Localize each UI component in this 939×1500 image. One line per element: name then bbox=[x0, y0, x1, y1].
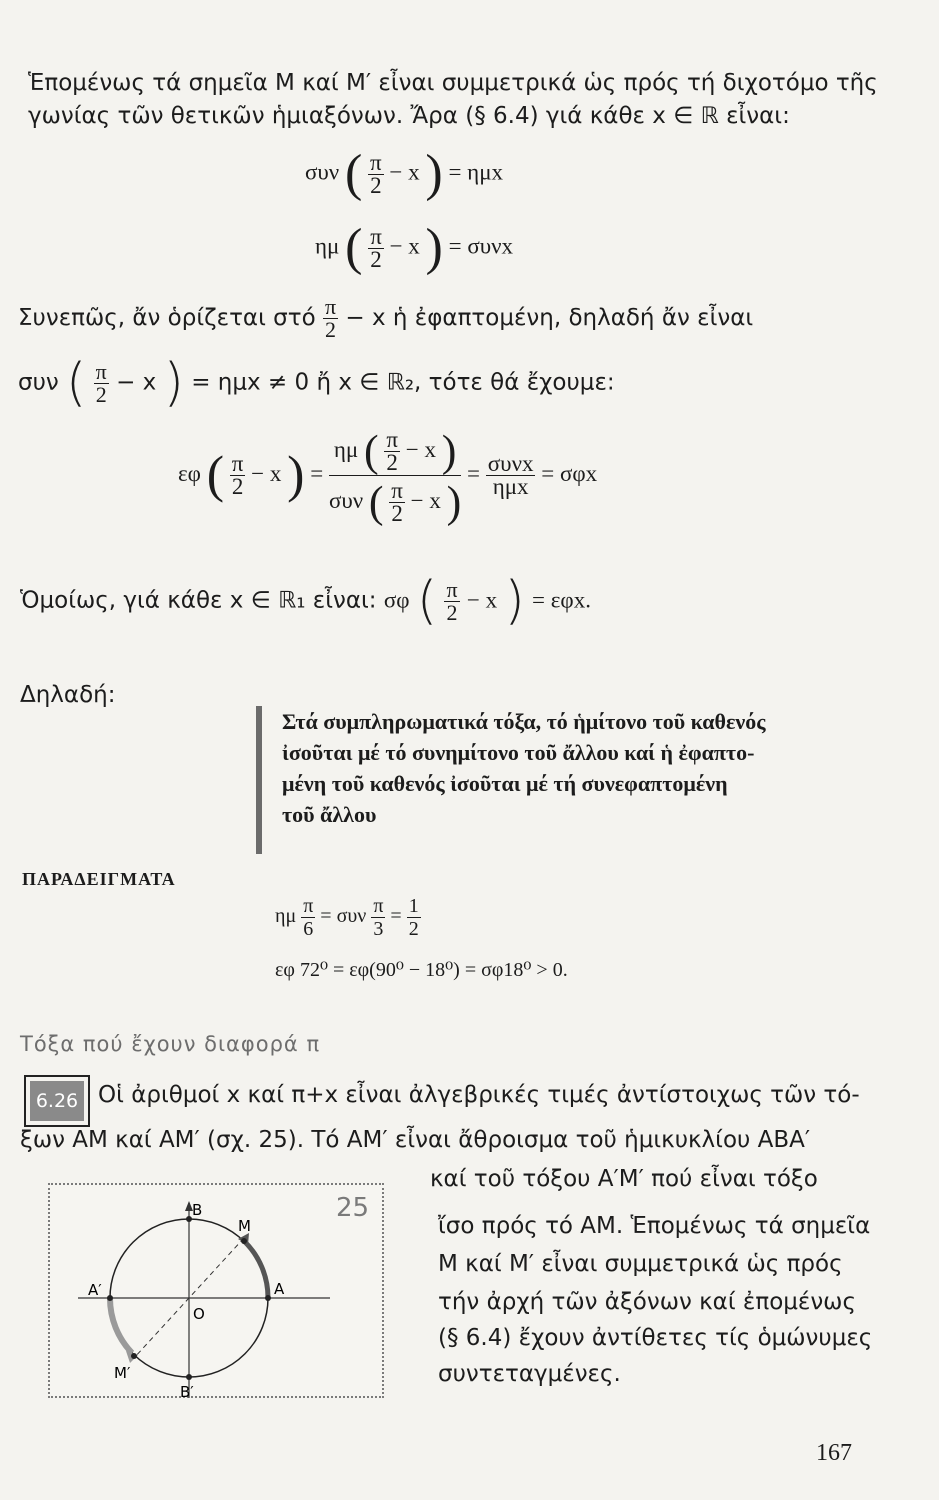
paragraph-1-line-1: Ἑπομένως τά σημεῖα Μ καί Μ′ εἶναι συμμετρικά ὡς πρός τή διχοτόμο τῆς bbox=[28, 70, 878, 96]
point-m bbox=[241, 1238, 247, 1244]
paren-open: ( bbox=[66, 353, 87, 413]
frac-num: π bbox=[446, 576, 458, 602]
paren-close: ) bbox=[287, 446, 305, 504]
frac-den: 3 bbox=[373, 918, 384, 940]
label-m-prime: M′ bbox=[114, 1364, 131, 1382]
formula-minus: − x bbox=[251, 460, 282, 486]
paragraph-4-line-7: (§ 6.4) ἔχουν ἀντίθετες τίς ὁμώνυμες bbox=[438, 1325, 873, 1351]
paren-close: ) bbox=[425, 145, 443, 202]
fraction bbox=[323, 296, 338, 341]
paren-open: ( bbox=[344, 145, 363, 202]
frac-num: π bbox=[370, 149, 382, 175]
formula-cos-complement bbox=[305, 145, 504, 202]
fraction bbox=[368, 149, 384, 198]
page-number: 167 bbox=[816, 1440, 852, 1466]
theorem-line: Στά συμπληρωματικά τόξα, τό ἡμίτονο τοῦ καθενός bbox=[282, 709, 766, 734]
fraction bbox=[230, 453, 246, 498]
frac-num: π bbox=[373, 895, 384, 917]
equals-sign: = bbox=[467, 460, 481, 486]
paragraph-4-line-4: ἴσο πρός τό AM. Ἑπομένως τά σημεῖα bbox=[438, 1213, 871, 1239]
frac-num: π bbox=[386, 427, 398, 453]
formula-fn: συν bbox=[18, 369, 59, 396]
theorem-line: ἰσοῦται μέ τό συνημίτονο τοῦ ἄλλου καί ἡ ἐφαπτο- bbox=[282, 740, 755, 765]
equals-sign: = bbox=[390, 905, 402, 928]
arc-am-prime bbox=[110, 1298, 132, 1353]
frac-num: συνx bbox=[487, 451, 534, 476]
label-m: M bbox=[238, 1217, 251, 1235]
frac-num: π bbox=[324, 294, 337, 319]
formula-minus: − x bbox=[116, 369, 157, 396]
formula-minus: − x bbox=[405, 437, 436, 462]
frac-num: π bbox=[391, 478, 403, 504]
section-number: 6.26 bbox=[30, 1081, 84, 1121]
label-b-prime: B′ bbox=[180, 1383, 194, 1398]
unit-circle-figure bbox=[48, 1183, 384, 1398]
example-2: εφ 72⁰ = εφ(90⁰ − 18⁰) = σφ18⁰ > 0. bbox=[275, 959, 568, 981]
frac-den: 2 bbox=[325, 317, 337, 342]
paragraph-4-line-3: καί τοῦ τόξου A′M′ πού εἶναι τόξο bbox=[430, 1166, 818, 1192]
frac-den: 2 bbox=[370, 172, 382, 198]
frac-den: 2 bbox=[446, 599, 458, 625]
formula-rhs: = συνx bbox=[448, 233, 514, 259]
fraction bbox=[486, 453, 536, 498]
formula-text: = συν bbox=[320, 905, 367, 928]
frac-den: ημx bbox=[492, 474, 529, 499]
section-number-box bbox=[24, 1075, 90, 1127]
frac-num: π bbox=[95, 358, 107, 384]
paren-open: ( bbox=[206, 446, 225, 504]
text-span: − x ἡ ἐφαπτομένη, δηλαδή ἄν εἶναι bbox=[345, 305, 754, 331]
frac-num: π bbox=[303, 895, 314, 917]
point-a-prime bbox=[107, 1295, 113, 1301]
label-a-prime: A′ bbox=[88, 1281, 102, 1299]
equals-sign: = bbox=[310, 460, 324, 486]
frac-num: π bbox=[231, 451, 244, 476]
formula-fn: ημ bbox=[315, 233, 340, 259]
formula-minus: − x bbox=[389, 233, 420, 259]
point-b-prime bbox=[186, 1374, 192, 1380]
text-span: = ημx ≠ 0 ἤ x ∈ ℝ₂, τότε θά ἔχουμε: bbox=[191, 369, 615, 396]
formula-sin-complement bbox=[315, 219, 514, 276]
text-span: Ὁμοίως, γιά κάθε x ∈ ℝ₁ εἶναι: bbox=[20, 587, 377, 614]
label-o: O bbox=[193, 1305, 205, 1323]
paragraph-4-line-1: Οἱ ἀριθμοί x καί π+x εἶναι ἀλγεβρικές τιμές ἀντίστοιχως τῶν τό- bbox=[98, 1082, 860, 1108]
formula-fn: συν bbox=[305, 159, 340, 185]
examples-heading: ΠΑΡΑΔΕΙΓΜΑΤΑ bbox=[22, 869, 176, 889]
formula-fn: ημ bbox=[275, 905, 297, 928]
fraction bbox=[444, 576, 459, 625]
figure-number: 25 bbox=[336, 1193, 370, 1223]
frac-den: 2 bbox=[95, 381, 107, 407]
paragraph-4-line-2: ξων AM καί AM′ (σχ. 25). Τό AM′ εἶναι ἄθροισμα τοῦ ἡμικυκλίου ABA′ bbox=[20, 1127, 811, 1153]
example-1 bbox=[275, 895, 421, 940]
formula-tan-complement bbox=[178, 425, 597, 526]
text-span: Συνεπῶς, ἄν ὁρίζεται στό bbox=[18, 305, 316, 331]
formula-rhs: = σφx bbox=[541, 460, 598, 486]
paragraph-2-line-2 bbox=[18, 353, 615, 413]
namely-label: Δηλαδή: bbox=[20, 682, 116, 708]
paren-open: ( bbox=[345, 219, 363, 276]
paren-close: ) bbox=[163, 353, 184, 413]
paren-open: ( bbox=[363, 426, 379, 476]
paragraph-3 bbox=[20, 571, 591, 631]
paren-close: ) bbox=[446, 477, 462, 527]
paren-close: ) bbox=[441, 426, 457, 476]
fraction bbox=[94, 358, 109, 407]
big-fraction bbox=[329, 425, 461, 526]
formula-minus: − x bbox=[410, 488, 441, 513]
fraction bbox=[371, 895, 385, 940]
paragraph-4-line-8: συντεταγμένες. bbox=[438, 1361, 621, 1387]
formula-minus: − x bbox=[389, 159, 420, 185]
paragraph-1-line-2: γωνίας τῶν θετικῶν ἡμιαξόνων. Ἄρα (§ 6.4) γιά κάθε x ∈ ℝ εἶναι: bbox=[28, 103, 790, 129]
point-a bbox=[265, 1295, 271, 1301]
fraction bbox=[407, 895, 421, 940]
frac-den: 2 bbox=[408, 918, 419, 940]
formula-rhs: = ημx bbox=[448, 159, 504, 185]
frac-den: 2 bbox=[231, 474, 244, 499]
frac-den: 6 bbox=[303, 918, 314, 940]
paragraph-4-line-6: τήν ἀρχή τῶν ἀξόνων καί ἐπομένως bbox=[438, 1289, 856, 1315]
paren-open: ( bbox=[368, 477, 384, 527]
paren-close: ) bbox=[504, 571, 525, 631]
formula-fn: ημ bbox=[333, 437, 359, 462]
theorem-box bbox=[282, 706, 842, 830]
point-m-prime bbox=[131, 1353, 137, 1359]
paren-open: ( bbox=[416, 571, 438, 631]
fraction bbox=[301, 895, 315, 940]
label-b: B bbox=[192, 1201, 203, 1219]
frac-den: 2 bbox=[386, 450, 398, 476]
fraction bbox=[384, 429, 400, 474]
formula-minus: − x bbox=[466, 587, 498, 613]
section-title: Τόξα πού ἔχουν διαφορά π bbox=[20, 1032, 321, 1056]
theorem-line: τοῦ ἄλλου bbox=[282, 802, 377, 827]
formula-fn: συν bbox=[328, 488, 364, 513]
big-frac-den bbox=[329, 476, 461, 526]
paren-close: ) bbox=[425, 219, 443, 276]
label-a: A bbox=[274, 1280, 285, 1298]
formula-fn: εφ bbox=[178, 460, 201, 486]
frac-num: π bbox=[370, 223, 382, 249]
frac-num: 1 bbox=[408, 895, 419, 917]
fraction bbox=[368, 223, 384, 272]
theorem-rule bbox=[256, 706, 262, 854]
paragraph-4-line-5: Μ καί Μ′ εἶναι συμμετρικά ὡς πρός bbox=[438, 1251, 843, 1277]
frac-den: 2 bbox=[370, 246, 382, 272]
formula-rhs: = εφx. bbox=[532, 587, 591, 613]
theorem-line: μένη τοῦ καθενός ἰσοῦται μέ τή συνεφαπτομένη bbox=[282, 771, 728, 796]
frac-den: 2 bbox=[391, 501, 403, 527]
formula-fn: σφ bbox=[383, 587, 410, 613]
paragraph-2-line-1 bbox=[18, 296, 753, 341]
fraction bbox=[389, 480, 405, 525]
big-frac-num bbox=[329, 425, 461, 476]
arc-am bbox=[244, 1241, 268, 1298]
